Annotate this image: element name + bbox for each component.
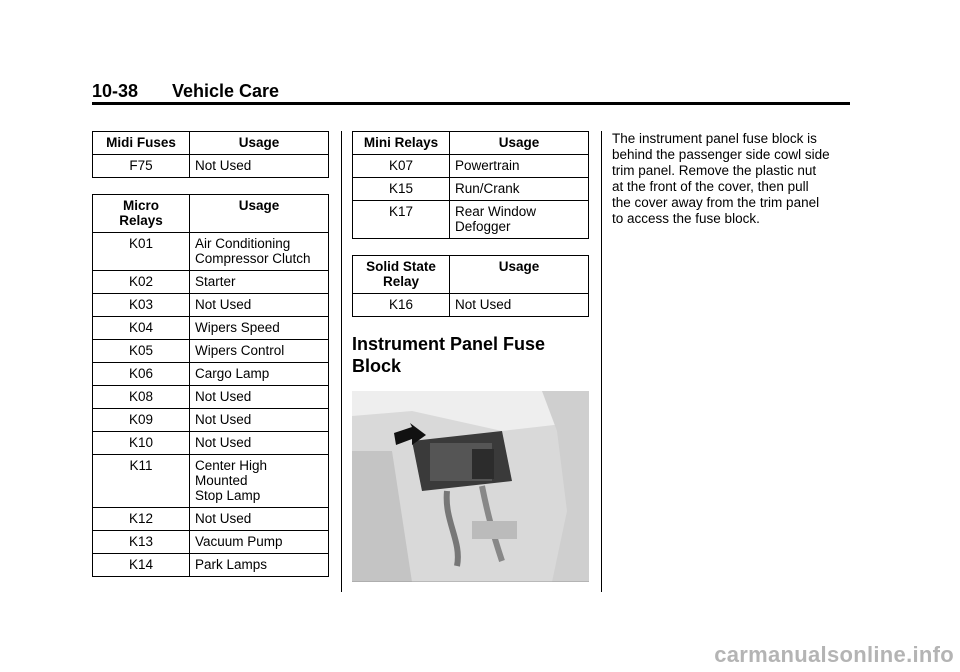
table-row (93, 317, 329, 340)
relay-id-cell: K16 (353, 294, 450, 317)
column-header-id (353, 256, 450, 294)
usage-cell (190, 554, 329, 577)
table-row (353, 294, 589, 317)
table-row (93, 271, 329, 294)
usage-text: Mounted (195, 473, 248, 488)
usage-text: Cargo Lamp (195, 366, 270, 381)
table-row (93, 432, 329, 455)
watermark: carmanualsonline.info (714, 642, 954, 667)
table-row (93, 409, 329, 432)
relay-id-cell: K15 (353, 178, 450, 201)
header-text: Micro (122, 198, 159, 213)
header-text: Relay (382, 274, 420, 289)
page-header (92, 80, 850, 105)
usage-cell (190, 317, 329, 340)
relay-id-cell: K17 (353, 201, 450, 239)
relay-id-cell: K02 (93, 271, 190, 294)
usage-text: Vacuum Pump (195, 534, 283, 549)
relay-id-cell: K06 (93, 363, 190, 386)
header-text: Usage (238, 198, 280, 213)
header-text: Mini Relays (363, 135, 439, 150)
micro-relays-table (92, 194, 329, 577)
table-row (93, 455, 329, 508)
usage-cell (190, 233, 329, 271)
usage-text: Not Used (195, 297, 252, 312)
usage-text: Starter (195, 274, 236, 289)
usage-cell (190, 409, 329, 432)
table-header-row (93, 132, 329, 155)
table-row (93, 531, 329, 554)
usage-text: Park Lamps (195, 557, 268, 572)
table-row (93, 508, 329, 531)
usage-text: Not Used (195, 389, 252, 404)
paragraph-line: to access the fuse block. (612, 211, 760, 226)
usage-text: Compressor Clutch (195, 251, 311, 266)
usage-text: Stop Lamp (195, 488, 261, 503)
ip-fuse-block-heading (352, 333, 589, 377)
usage-text: Not Used (195, 158, 252, 173)
usage-text: Not Used (195, 511, 252, 526)
usage-text: Run/Crank (455, 181, 520, 196)
relay-id-cell: K08 (93, 386, 190, 409)
usage-cell (190, 508, 329, 531)
column-header-usage (450, 256, 589, 294)
usage-cell (190, 455, 329, 508)
column-divider (341, 131, 342, 592)
column-divider (601, 131, 602, 592)
relay-id-cell: K07 (353, 155, 450, 178)
usage-text: Not Used (455, 297, 512, 312)
relay-id-cell: K14 (93, 554, 190, 577)
column-header-usage (190, 132, 329, 155)
section-title: Vehicle Care (172, 81, 280, 101)
header-text: Usage (498, 135, 540, 150)
table-header-row (353, 256, 589, 294)
column-header-usage (450, 132, 589, 155)
page-number: 10-38 (92, 81, 139, 101)
relay-id-cell: K09 (93, 409, 190, 432)
table-row (93, 233, 329, 271)
usage-cell (190, 294, 329, 317)
solid-state-relay-table (352, 255, 589, 317)
table-row (353, 201, 589, 239)
paragraph-line: trim panel. Remove the plastic nut (612, 163, 817, 178)
usage-text: Powertrain (455, 158, 520, 173)
relay-id-cell: K04 (93, 317, 190, 340)
relay-id-cell: K13 (93, 531, 190, 554)
usage-cell (450, 201, 589, 239)
paragraph-line: at the front of the cover, then pull (612, 179, 809, 194)
header-text: Usage (498, 259, 540, 274)
table-row (353, 178, 589, 201)
usage-text: Air Conditioning (195, 236, 291, 251)
relay-id-cell: K11 (93, 455, 190, 508)
header-text: Solid State (366, 259, 436, 274)
usage-cell (190, 340, 329, 363)
fuse-block-photo (352, 391, 589, 582)
table-row (353, 155, 589, 178)
column-header-id (353, 132, 450, 155)
relay-id-cell: K10 (93, 432, 190, 455)
relay-id-cell: K05 (93, 340, 190, 363)
header-text: Usage (238, 135, 280, 150)
usage-text: Rear Window (455, 204, 537, 219)
usage-text: Not Used (195, 412, 252, 427)
usage-text: Not Used (195, 435, 252, 450)
usage-cell (190, 386, 329, 409)
usage-cell (450, 178, 589, 201)
paragraph-line: behind the passenger side cowl side (612, 147, 830, 162)
relay-id-cell: K03 (93, 294, 190, 317)
relay-id-cell: F75 (93, 155, 190, 178)
table-row (93, 155, 329, 178)
relay-id-cell: K01 (93, 233, 190, 271)
usage-cell (190, 363, 329, 386)
paragraph-line: The instrument panel fuse block is (612, 131, 817, 146)
column-header-id (93, 132, 190, 155)
heading-line: Instrument Panel Fuse (352, 334, 546, 354)
usage-cell (190, 155, 329, 178)
usage-text: Defogger (455, 219, 511, 234)
column-3 (612, 131, 857, 227)
table-header-row (353, 132, 589, 155)
header-text: Midi Fuses (106, 135, 176, 150)
column-2 (352, 131, 589, 582)
usage-cell (450, 294, 589, 317)
column-header-id (93, 195, 190, 233)
ip-fuse-block-paragraph (612, 131, 857, 227)
usage-cell (190, 271, 329, 294)
column-header-usage (190, 195, 329, 233)
table-row (93, 554, 329, 577)
table-row (93, 340, 329, 363)
header-text: Relays (119, 213, 163, 228)
relay-id-cell: K12 (93, 508, 190, 531)
usage-cell (190, 432, 329, 455)
usage-text: Wipers Control (195, 343, 285, 358)
table-row (93, 386, 329, 409)
paragraph-line: the cover away from the trim panel (612, 195, 820, 210)
usage-text: Wipers Speed (195, 320, 280, 335)
mini-relays-table (352, 131, 589, 239)
usage-cell (190, 531, 329, 554)
heading-line: Block (352, 356, 402, 376)
midi-fuses-table (92, 131, 329, 178)
usage-cell (450, 155, 589, 178)
table-row (93, 294, 329, 317)
table-header-row (93, 195, 329, 233)
column-1 (92, 131, 329, 593)
table-row (93, 363, 329, 386)
usage-text: Center High (195, 458, 268, 473)
